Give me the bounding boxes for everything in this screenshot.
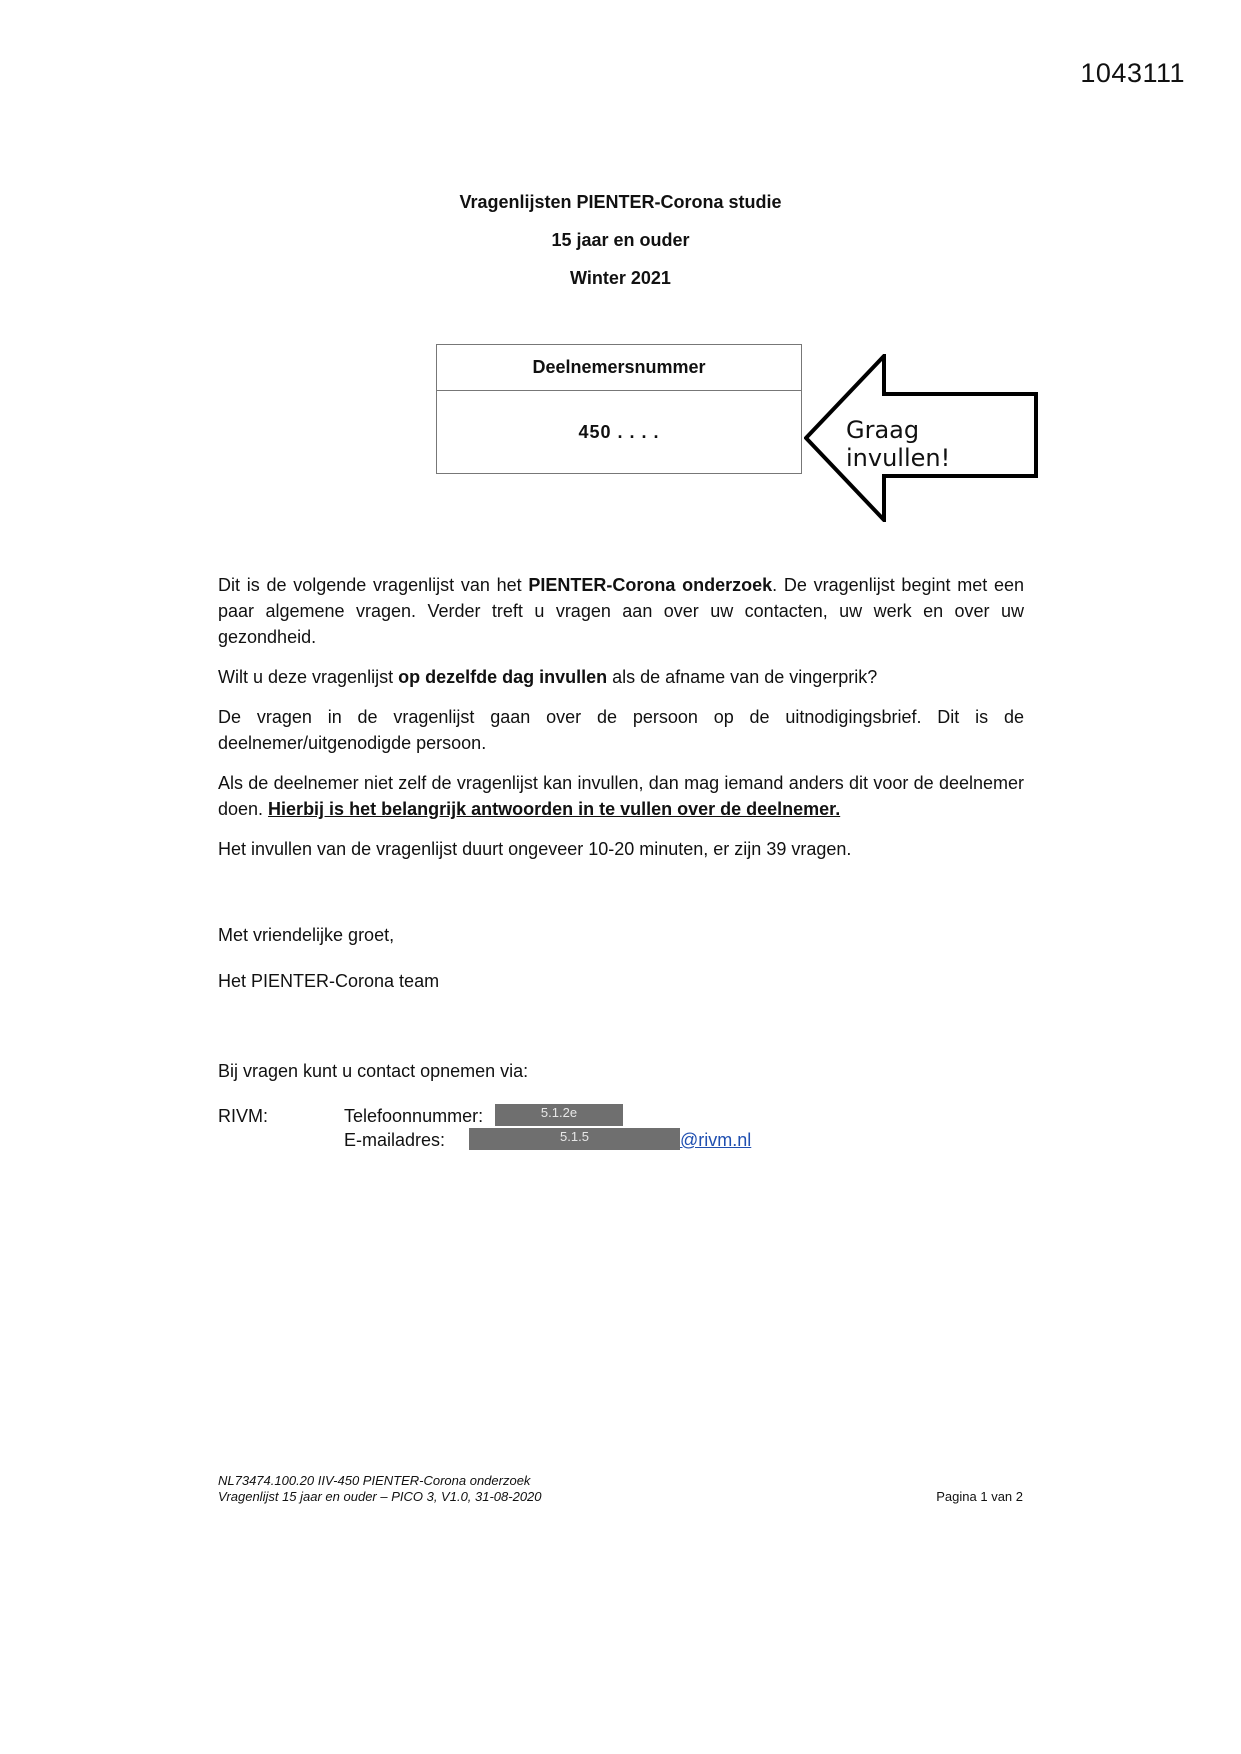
intro-paragraph-2: Wilt u deze vragenlijst op dezelfde dag invullen als de afname van de vingerprik? — [218, 667, 878, 687]
document-number: 1043111 — [1080, 58, 1185, 88]
participant-number-header: Deelnemersnummer — [437, 345, 801, 391]
footer-study-reference: NL73474.100.20 IIV-450 PIENTER-Corona onderzoek — [218, 1473, 531, 1488]
phone-redaction: 5.1.2e — [495, 1104, 623, 1126]
closing-greeting: Met vriendelijke groet, — [218, 925, 395, 945]
email-redaction: 5.1.5 — [469, 1128, 680, 1150]
intro-paragraph-1: Dit is de volgende vragenlijst van het PIENTER-Corona onderzoek. De vragenlijst begint met een paar algemene vragen. Verder treft u vragen aan over uw contacten, uw werk en over uw gezondheid. — [218, 575, 1025, 647]
title-line-1: Vragenlijsten PIENTER-Corona studie — [459, 192, 782, 212]
intro-paragraph-3: De vragen in de vragenlijst gaan over de persoon op de uitnodigingsbrief. Dit is de deelnemer/uitgenodigde persoon. — [218, 707, 1024, 753]
participant-number-box — [436, 344, 802, 474]
email-link[interactable]: @rivm.nl — [680, 1130, 752, 1150]
arrow-label: Graag invullen! — [846, 416, 951, 472]
participant-number-field[interactable]: 450 . . . . — [578, 421, 660, 442]
page-number: Pagina 1 van 2 — [936, 1489, 1023, 1504]
phone-label: Telefoonnummer: — [344, 1106, 484, 1126]
title-line-3: Winter 2021 — [570, 268, 671, 288]
footer-version: Vragenlijst 15 jaar en ouder – PICO 3, V1.0, 31-08-2020 — [218, 1489, 542, 1504]
intro-paragraph-5: Het invullen van de vragenlijst duurt ongeveer 10-20 minuten, er zijn 39 vragen. — [218, 839, 852, 859]
title-line-2: 15 jaar en ouder — [551, 230, 690, 250]
closing-team: Het PIENTER-Corona team — [218, 971, 440, 991]
contact-org-label: RIVM: — [218, 1106, 269, 1126]
intro-paragraph-4: Als de deelnemer niet zelf de vragenlijst kan invullen, dan mag iemand anders dit voor de deelnemer doen. Hierbij is het belangrijk antwoorden in te vullen over de deelnemer. — [218, 773, 1024, 819]
contact-intro: Bij vragen kunt u contact opnemen via: — [218, 1061, 529, 1081]
email-label: E-mailadres: — [344, 1130, 446, 1150]
